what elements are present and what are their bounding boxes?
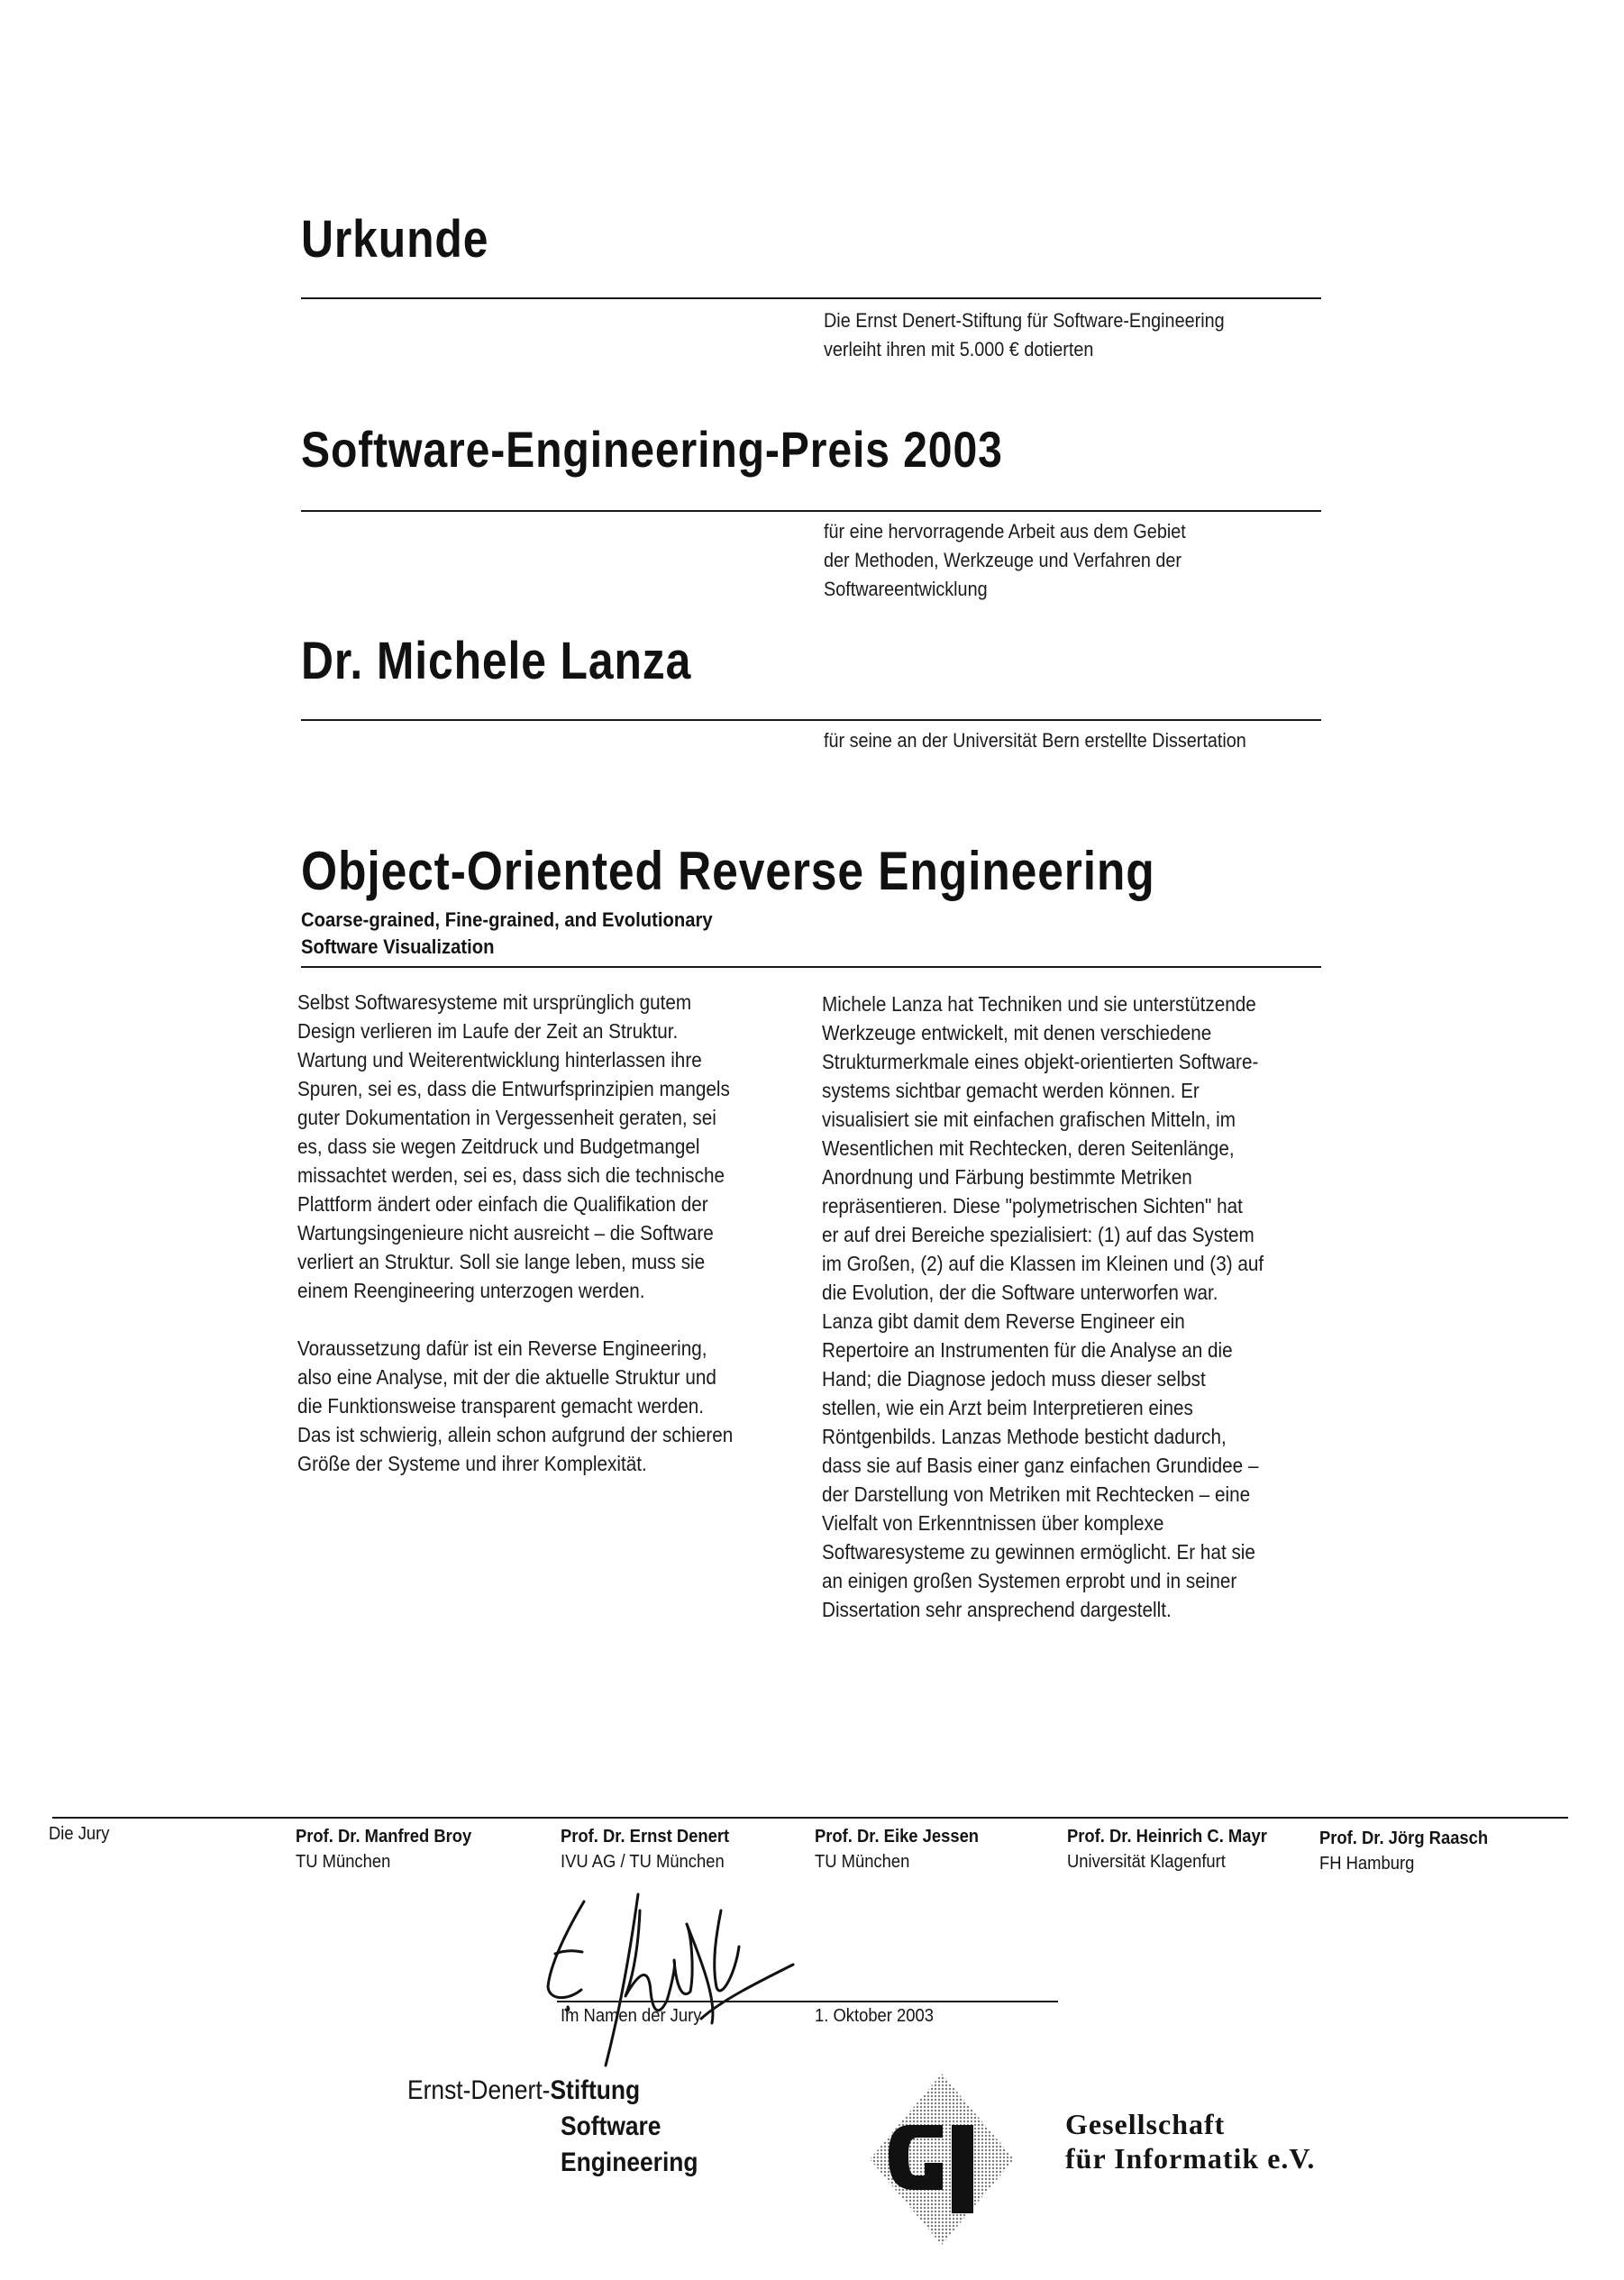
jury-member-1 xyxy=(296,1824,487,1874)
body-paragraph-1: Selbst Softwaresysteme mit ursprünglich gutem Design verlieren im Laufe der Zeit an Struktur. Wartung und Weiterentwicklung hinterlassen ihre Spuren, sei es, dass die Entwurfsprinzipien mangels guter Dokumentation in Vergessenheit geraten, sei es, dass sie wegen Zeitdruck und Budgetmangel missachtet werden, sei es, dass sich die technische Plattform ändert oder einfach die Qualifikation der Wartungsingenieure nicht ausreicht – die Software verliert an Struktur. Soll sie lange leben, muss sie einem Reengineering unterzogen werden. xyxy=(297,990,730,1302)
thesis-subtitle-line-2: Software Visualization xyxy=(301,935,495,958)
body-paragraph-3: Michele Lanza hat Techniken und sie unterstützende Werkzeuge entwickelt, mit denen verschiedene Strukturmerkmale eines objekt-orientierten Software- systems sichtbar gemacht werden können. Er visualisiert sie mit einfachen grafischen Mitteln, im Wesentlichen mit Rechtecken, deren Seitenlänge, Anordnung und Färbung bestimmte Metriken repräsentieren. Diese "polymetrischen Sichten" hat er auf drei Bereiche spezialisiert: (1) auf das System im Großen, (2) auf die Klassen im Kleinen und (3) auf die Evolution, der die Software unterworfen war. Lanza gibt damit dem Reverse Engineer ein Repertoire an Instrumenten für die Analyse an die Hand; die Diagnose jedoch muss dieser selbst stellen, wie ein Arzt beim Interpretieren eines Röntgenbilds. Lanzas Methode besticht dadurch, dass sie auf Basis einer ganz einfachen Grundidee – der Darstellung von Metriken mit Rechtecken – eine Vielfalt von Erkenntnissen über komplexe Softwaresysteme zu gewinnen ermöglicht. Er hat sie an einigen großen Systemen erprobt und in seiner Dissertation sehr ansprechend dargestellt. xyxy=(822,992,1264,1621)
prize-reason-line-1: für eine hervorragende Arbeit aus dem Gebiet xyxy=(824,520,1186,543)
recipient-note: für seine an der Universität Bern erstellte Dissertation xyxy=(824,729,1246,752)
certificate-title: Urkunde xyxy=(301,210,489,269)
body-paragraph-2: Voraussetzung dafür ist ein Reverse Engineering, also eine Analyse, mit der die aktuelle Struktur und die Funktionsweise transparent gemacht werden. Das ist schwierig, allein schon aufgrund der schieren Größe der Systeme und ihrer Komplexität. xyxy=(297,1336,734,1475)
gi-line-2: für Informatik e.V. xyxy=(1065,2142,1316,2175)
gi-name xyxy=(1065,2107,1315,2175)
on-behalf-label: Im Namen der Jury xyxy=(561,2006,702,2026)
body-left-column xyxy=(297,988,856,1478)
intro-line-2: verleiht ihren mit 5.000 € dotierten xyxy=(824,338,1094,360)
rule-1 xyxy=(301,297,1321,299)
jury-label: Die Jury xyxy=(49,1824,110,1844)
jury-member-5 xyxy=(1319,1826,1502,1876)
jury-member-name: Prof. Dr. Ernst Denert xyxy=(561,1827,730,1847)
jury-rule xyxy=(52,1817,1568,1819)
rule-3 xyxy=(301,719,1321,721)
jury-member-2 xyxy=(561,1824,744,1874)
rule-4 xyxy=(301,966,1321,968)
thesis-subtitle-line-1: Coarse-grained, Fine-grained, and Evolutionary xyxy=(301,908,713,931)
jury-member-affiliation: TU München xyxy=(296,1852,391,1872)
signature xyxy=(532,1874,820,2073)
gi-logo-icon xyxy=(865,2069,1018,2249)
award-date: 1. Oktober 2003 xyxy=(815,2006,934,2026)
rule-2 xyxy=(301,510,1321,512)
foundation-word-1: Stiftung xyxy=(550,2075,641,2105)
body-right-column xyxy=(822,990,1381,1624)
gi-line-1: Gesellschaft xyxy=(1065,2108,1226,2140)
intro-line-1: Die Ernst Denert-Stiftung für Software-Engineering xyxy=(824,309,1225,332)
recipient-name: Dr. Michele Lanza xyxy=(301,632,692,690)
jury-member-name: Prof. Dr. Jörg Raasch xyxy=(1319,1829,1489,1848)
foundation-prefix: Ernst-Denert- xyxy=(407,2075,551,2105)
foundation-word-3: Engineering xyxy=(561,2148,698,2177)
thesis-title: Object-Oriented Reverse Engineering xyxy=(301,841,1155,901)
jury-member-name: Prof. Dr. Heinrich C. Mayr xyxy=(1067,1827,1267,1847)
jury-member-affiliation: FH Hamburg xyxy=(1319,1854,1415,1874)
signature-rule xyxy=(557,2001,1058,2002)
foundation-word-2: Software xyxy=(561,2111,661,2141)
jury-member-4 xyxy=(1067,1824,1284,1874)
jury-member-affiliation: Universität Klagenfurt xyxy=(1067,1852,1226,1872)
prize-reason-line-3: Softwareentwicklung xyxy=(824,578,988,600)
jury-member-3 xyxy=(815,1824,993,1874)
jury-member-affiliation: IVU AG / TU München xyxy=(561,1852,725,1872)
prize-reason-line-2: der Methoden, Werkzeuge und Verfahren der xyxy=(824,549,1182,571)
prize-title: Software-Engineering-Preis 2003 xyxy=(301,421,1003,478)
jury-member-affiliation: TU München xyxy=(815,1852,910,1872)
foundation-logo-text xyxy=(407,2073,716,2181)
jury-member-name: Prof. Dr. Manfred Broy xyxy=(296,1827,472,1847)
intro-text xyxy=(824,306,1278,364)
prize-reason xyxy=(824,517,1278,604)
jury-member-name: Prof. Dr. Eike Jessen xyxy=(815,1827,980,1847)
thesis-subtitle xyxy=(301,907,713,961)
